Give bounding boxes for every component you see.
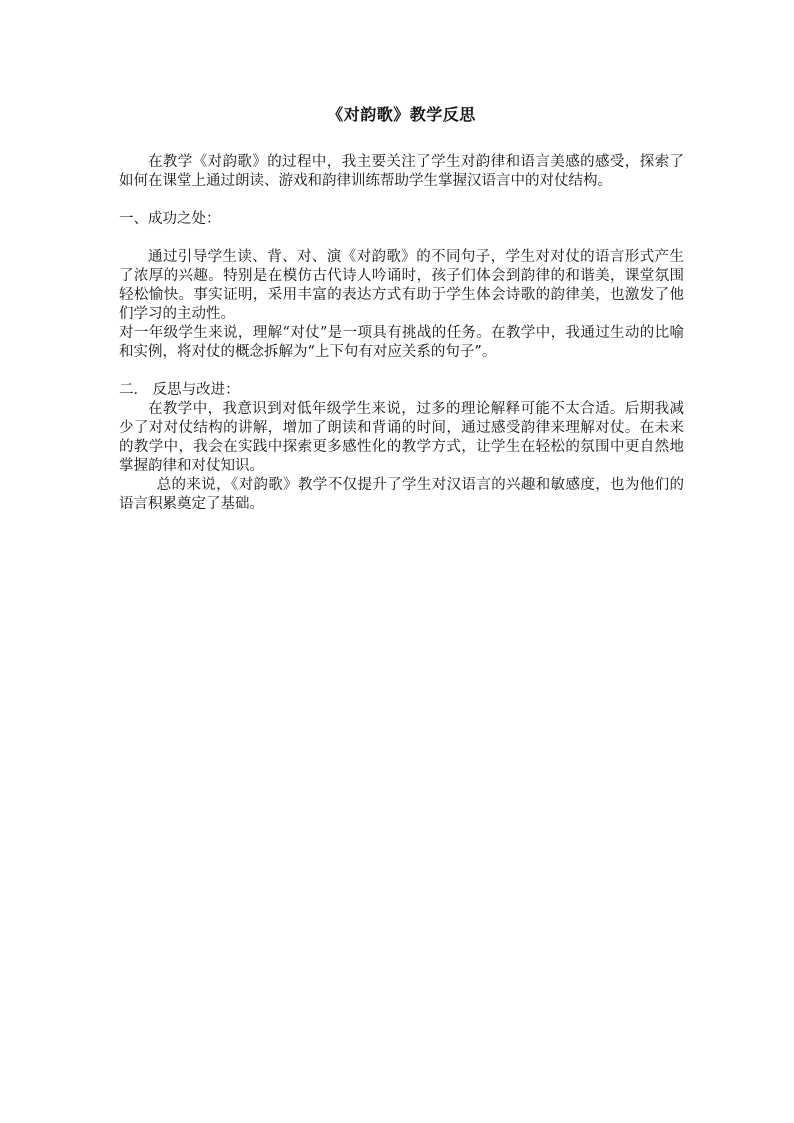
document-body [119, 104, 684, 514]
success-paragraph-2: 对一年级学生来说，理解“对仗”是一项具有挑战的任务。在教学中，我通过生动的比喻和实例，将对仗的概念拆解为“上下句有对应关系的句子”。 [119, 325, 684, 360]
conclusion-paragraph: 总的来说，《对韵歌》教学不仅提升了学生对汉语言的兴趣和敏感度，也为他们的语言积累奠定了基础。 [119, 477, 684, 512]
success-paragraph-1: 通过引导学生读、背、对、演《对韵歌》的不同句子，学生对对仗的语言形式产生了浓厚的兴趣。特别是在模仿古代诗人吟诵时，孩子们体会到韵律的和谐美，课堂氛围轻松愉快。事实证明，采用丰富的表达方式有助于学生体会诗歌的韵律美，也激发了他们学习的主动性。 [119, 249, 684, 322]
document-title: 《对韵歌》教学反思 [327, 105, 476, 124]
intro-paragraph: 在教学《对韵歌》的过程中，我主要关注了学生对韵律和语言美感的感受，探索了如何在课堂上通过朗读、游戏和韵律训练帮助学生掌握汉语言中的对仗结构。 [119, 154, 684, 189]
spacer [119, 229, 684, 248]
reflection-paragraph: 在教学中，我意识到对低年级学生来说，过多的理论解释可能不太合适。后期我减少了对对仗结构的讲解，增加了朗读和背诵的时间，通过感受韵律来理解对仗。在未来的教学中，我会在实践中探索更多感性化的教学方式，让学生在轻松的氛围中更自然地掌握韵律和对仗知识。 [119, 401, 684, 474]
section-heading-success: 一、成功之处： [119, 211, 221, 227]
spacer [119, 191, 684, 210]
section-heading-reflection: 二． 反思与改进： [119, 382, 240, 398]
spacer [119, 362, 684, 381]
